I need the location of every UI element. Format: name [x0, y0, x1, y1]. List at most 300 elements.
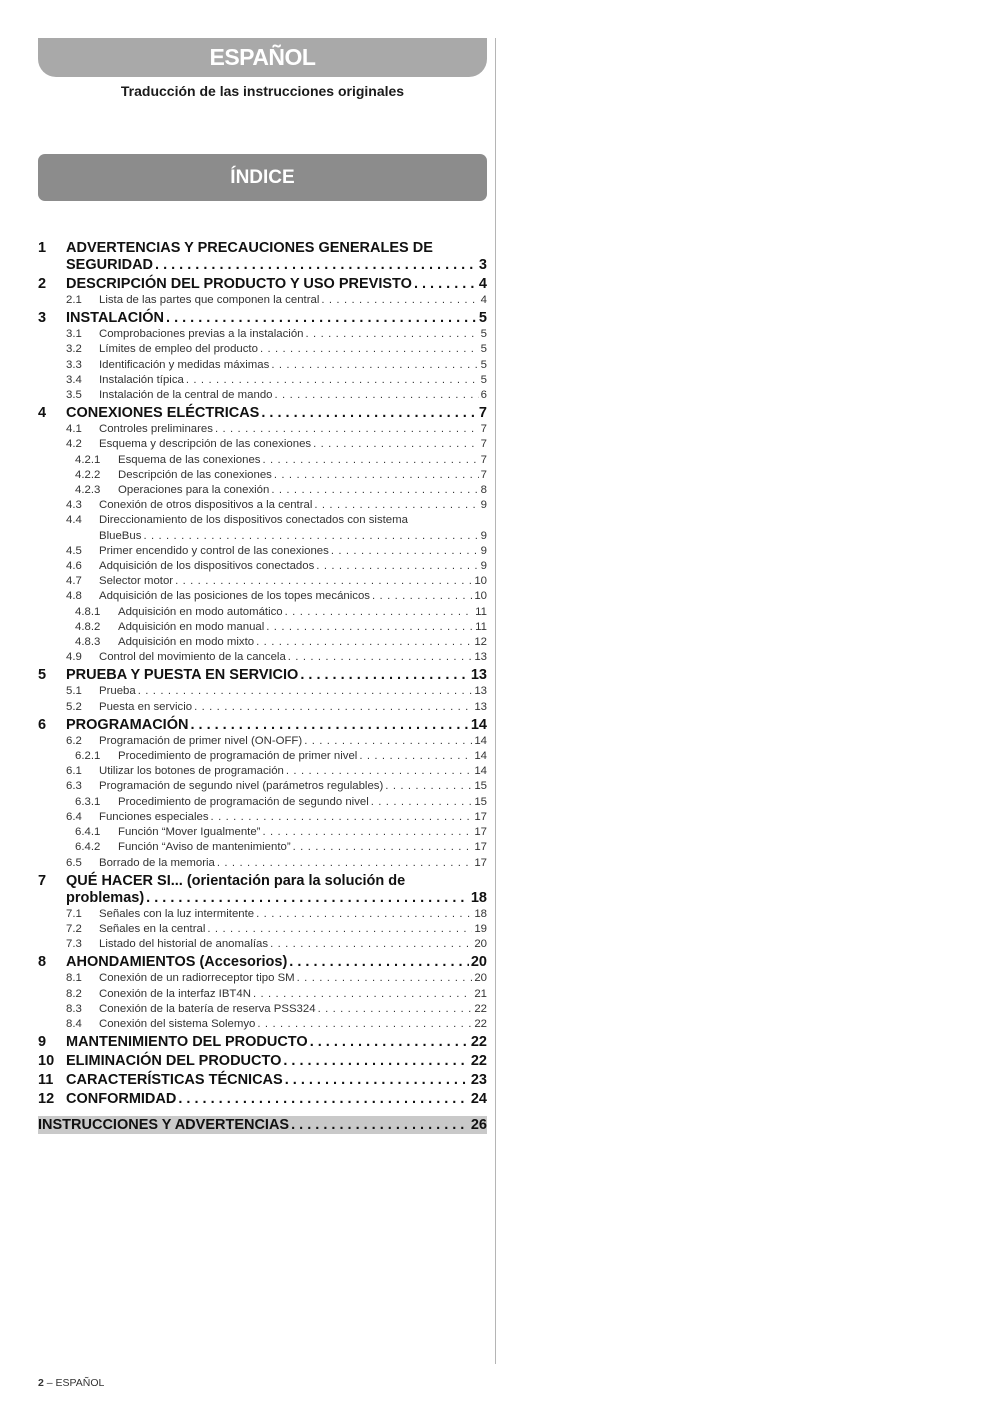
toc-subsection-title: Conexión de la batería de reserva PSS324	[99, 1002, 316, 1015]
toc-section-entry[interactable]	[38, 1072, 487, 1089]
toc-leader	[275, 388, 479, 403]
toc-subsection-line	[99, 574, 487, 589]
toc-subsection-body	[99, 684, 487, 699]
toc-subsection-entry[interactable]	[66, 559, 487, 574]
toc-section-page: 24	[470, 1091, 487, 1108]
toc-section	[38, 405, 487, 665]
toc-subsection-title: Selector motor	[99, 575, 174, 588]
toc-subsection-entry[interactable]	[66, 1017, 487, 1032]
toc-subsection-entry[interactable]	[66, 605, 487, 620]
toc-section-body	[66, 873, 487, 907]
toc-subsection-body	[118, 635, 487, 650]
toc-section-title: AHONDAMIENTOS (Accesorios)	[66, 954, 288, 971]
toc-subsection-line	[99, 437, 487, 452]
toc-section-page: 3	[478, 257, 487, 273]
toc-subsection-page: 14	[474, 765, 487, 778]
toc-subsection-entry[interactable]	[66, 987, 487, 1002]
toc-section-page: 22	[470, 1053, 487, 1070]
toc-subsection-number: 4.8.2	[75, 620, 101, 633]
toc-subsection-line	[99, 734, 487, 749]
toc-leader	[331, 544, 479, 559]
toc-subsection-title-line: Direccionamiento de los dispositivos conectados con sistema	[99, 514, 408, 527]
toc-leader	[297, 971, 473, 986]
toc-section-entry[interactable]	[38, 873, 487, 907]
toc-subsection-title: Programación de primer nivel (ON-OFF)	[99, 734, 303, 747]
toc-subsection-entry[interactable]	[66, 907, 487, 922]
toc-subsection-number: 3.3	[66, 358, 82, 371]
toc-subsection-body	[99, 922, 487, 937]
toc-subsection-title: Primer encendido y control de las conexiones	[99, 544, 329, 557]
toc-subsection-page: 11	[475, 605, 487, 618]
toc-leader	[143, 529, 478, 544]
toc-subsection-body	[99, 764, 487, 779]
toc-subsection-line	[99, 684, 487, 699]
toc-subsection-title: Operaciones para la conexión	[118, 484, 270, 497]
toc-section-title: INSTALACIÓN	[66, 310, 165, 327]
toc-subsection-page: 8	[480, 484, 487, 497]
toc-subsection-body	[118, 825, 487, 840]
toc-final-page: 26	[470, 1117, 487, 1134]
toc-subsection-page: 4	[480, 294, 487, 306]
toc-section-body	[66, 1072, 487, 1089]
toc-leader	[211, 810, 473, 825]
toc-section-title: ELIMINACIÓN DEL PRODUCTO	[66, 1053, 282, 1070]
toc-section-title: problemas)	[66, 889, 145, 906]
toc-subsection-entry[interactable]	[66, 574, 487, 589]
toc-section-body	[66, 667, 487, 684]
toc-subsection-entry[interactable]	[66, 810, 487, 825]
toc-subsection-title: Identificación y medidas máximas	[99, 358, 270, 371]
toc-leader	[304, 734, 472, 749]
toc-subsection-title: Procedimiento de programación de primer nivel	[118, 750, 358, 763]
toc-subsection-number: 2.1	[66, 294, 82, 306]
toc-leader	[274, 468, 479, 483]
toc-subsection-page: 13	[474, 685, 487, 698]
toc-subsection-line	[99, 1017, 487, 1032]
column-divider	[495, 38, 496, 1364]
toc-subsection-entry[interactable]	[66, 327, 487, 342]
toc-section-line	[66, 717, 487, 734]
toc-section-page: 4	[478, 276, 487, 292]
toc-subsection-body	[99, 358, 487, 373]
toc-leader	[261, 405, 477, 422]
toc-subsection-entry[interactable]	[66, 764, 487, 779]
toc-section-body	[66, 276, 487, 293]
toc-subsection-entry[interactable]	[66, 1002, 487, 1017]
toc-subsection-number: 5.1	[66, 685, 82, 698]
toc-subsection-entry[interactable]	[66, 342, 487, 357]
toc-subsection-number: 4.3	[66, 499, 82, 512]
toc-subsection-body	[118, 840, 487, 855]
toc-subsection-page: 15	[474, 795, 487, 808]
toc-subsection-body	[99, 373, 487, 388]
toc-section-entry[interactable]	[38, 276, 487, 293]
toc-section-entry[interactable]	[38, 240, 487, 274]
toc-subsection-title: Adquisición de los dispositivos conectados	[99, 560, 315, 573]
toc-subsection-number: 6.3.1	[75, 795, 101, 808]
toc-subsection-body	[99, 589, 487, 604]
toc-leader	[190, 717, 468, 734]
toc-subsection-line	[118, 840, 487, 855]
toc-subsection-body	[99, 544, 487, 559]
toc-leader	[306, 327, 479, 342]
toc-section-number: 7	[38, 872, 47, 889]
toc-subsection-title: Instalación típica	[99, 373, 184, 386]
toc-subsection-line	[99, 856, 487, 871]
toc-subsection-line	[118, 620, 487, 635]
toc-section	[38, 1072, 487, 1089]
toc-subsection-body	[99, 734, 487, 749]
toc-subsection-entry[interactable]	[66, 779, 487, 794]
toc-subsection-line	[99, 559, 487, 574]
toc-subsection-title: Descripción de las conexiones	[118, 468, 272, 481]
toc-subsection-title: BlueBus	[99, 529, 142, 542]
toc-subsection-title: Control del movimiento de la cancela	[99, 651, 286, 664]
toc-subsection-title: Límites de empleo del producto	[99, 343, 258, 356]
footer-page-number: 2	[38, 1377, 44, 1389]
toc-leader	[175, 574, 472, 589]
toc-subsection-title: Señales en la central	[99, 922, 206, 935]
toc-section	[38, 240, 487, 274]
toc-subsection-page: 17	[474, 856, 487, 869]
toc-leader	[217, 856, 472, 871]
toc-section-line	[66, 276, 487, 293]
toc-subsection-number: 7.3	[66, 938, 82, 951]
toc-leader	[359, 749, 472, 764]
toc-section-title: CONEXIONES ELÉCTRICAS	[66, 405, 260, 422]
toc-subsection-line	[99, 422, 487, 437]
toc-leader	[253, 987, 472, 1002]
toc-subsection-entry[interactable]	[66, 453, 487, 468]
toc-section-page: 5	[478, 310, 487, 327]
toc-subsection-body	[118, 795, 487, 810]
toc-subsection-page: 14	[474, 750, 487, 763]
toc-subsection-body	[99, 388, 487, 403]
toc-section-body	[66, 717, 487, 734]
toc-subsection-number: 4.8.1	[75, 605, 101, 618]
toc-section-body	[66, 1091, 487, 1108]
toc-subsection-line	[99, 779, 487, 794]
toc-section-line	[66, 890, 487, 907]
toc-subsection-entry[interactable]	[66, 922, 487, 937]
toc-subsection-page: 6	[480, 389, 487, 402]
toc-leader	[314, 498, 478, 513]
toc-section-body	[66, 1034, 487, 1051]
toc-subsection-entry[interactable]	[66, 388, 487, 403]
toc-subsection-entry[interactable]	[66, 700, 487, 715]
toc-subsection-line	[99, 987, 487, 1002]
toc-subsection-page: 22	[474, 1002, 487, 1015]
toc-subsection-page: 5	[480, 328, 487, 341]
toc-subsection-number: 7.2	[66, 922, 82, 935]
toc-subsection-entry[interactable]	[66, 358, 487, 373]
toc-subsection-title: Esquema y descripción de las conexiones	[99, 438, 312, 451]
toc-final-entry[interactable]	[38, 1116, 487, 1134]
toc-subsection-body	[99, 937, 487, 952]
toc-leader	[155, 257, 477, 274]
toc-leader	[310, 1034, 469, 1051]
toc-section-entry[interactable]	[38, 310, 487, 327]
toc-leader	[313, 437, 479, 452]
toc-subsection-number: 4.5	[66, 544, 82, 557]
toc-subsection-entry[interactable]	[66, 825, 487, 840]
toc-section-title-line: QUÉ HACER SI... (orientación para la solución de	[66, 872, 406, 889]
toc-section-entry[interactable]	[38, 1034, 487, 1051]
toc-leader	[262, 453, 478, 468]
toc-section-title-line: ADVERTENCIAS Y PRECAUCIONES GENERALES DE	[66, 240, 433, 256]
toc-subsection-line	[99, 342, 487, 357]
toc-subsection-entry[interactable]	[66, 749, 487, 764]
toc-section-entry[interactable]	[38, 717, 487, 734]
toc-leader	[215, 422, 479, 437]
toc-subsection-line	[99, 810, 487, 825]
toc-subsection-entry[interactable]	[66, 856, 487, 871]
toc-subsection-number: 8.2	[66, 987, 82, 1000]
toc-section-title: CARACTERÍSTICAS TÉCNICAS	[66, 1072, 283, 1089]
toc-subsection-number: 4.9	[66, 651, 82, 664]
toc-subsection-page: 19	[474, 922, 487, 935]
toc-subsection-number: 8.1	[66, 972, 82, 985]
toc-subsection-body	[118, 749, 487, 764]
toc-subsection-number: 4.8.3	[75, 636, 101, 649]
toc-subsection-page: 10	[474, 575, 487, 588]
toc-subsection-body	[99, 700, 487, 715]
toc-subsection-body	[99, 574, 487, 589]
toc-section-title: MANTENIMIENTO DEL PRODUCTO	[66, 1034, 308, 1051]
toc-leader	[321, 293, 478, 308]
toc-subsection-page: 14	[474, 734, 487, 747]
toc-section-line	[66, 1072, 487, 1089]
toc-subsection-line	[118, 795, 487, 810]
toc-subsection-number: 8.3	[66, 1002, 82, 1015]
toc-subsection-line	[118, 483, 487, 498]
toc-subsection-body	[99, 513, 487, 543]
toc-subsection-number: 6.4.2	[75, 841, 101, 854]
toc-subsection-body	[99, 293, 487, 308]
toc-section-number: 11	[38, 1072, 54, 1089]
toc-section-page: 20	[470, 954, 487, 971]
toc-subsection-entry[interactable]	[66, 684, 487, 699]
toc-subsection-line	[99, 764, 487, 779]
toc-section-number: 8	[38, 954, 47, 971]
toc-subsection-entry[interactable]	[66, 293, 487, 308]
toc-final-title: INSTRUCCIONES Y ADVERTENCIAS	[38, 1117, 290, 1134]
toc-leader	[178, 1091, 469, 1108]
toc-subsection-entry[interactable]	[66, 468, 487, 483]
toc-subsection-line	[118, 605, 487, 620]
toc-section	[38, 1053, 487, 1070]
toc-subsection-line	[99, 907, 487, 922]
toc-subsection-number: 6.5	[66, 856, 82, 869]
toc-subsection-page: 13	[474, 651, 487, 664]
toc-subsection-entry[interactable]	[66, 795, 487, 810]
language-banner: ESPAÑOL	[38, 38, 487, 77]
toc-subsection-body	[99, 987, 487, 1002]
toc-subsection-entry[interactable]	[66, 544, 487, 559]
toc-subsection-number: 5.2	[66, 700, 82, 713]
toc-leader	[372, 589, 472, 604]
toc-subsection-entry[interactable]	[66, 498, 487, 513]
toc-subsection-title: Utilizar los botones de programación	[99, 765, 284, 778]
toc-subsection-body	[99, 650, 487, 665]
toc-subsection-number: 6.3	[66, 780, 82, 793]
toc-subsection-body	[99, 559, 487, 574]
toc-section-number: 6	[38, 716, 47, 733]
toc-subsection-title: Funciones especiales	[99, 810, 209, 823]
toc-leader	[371, 795, 473, 810]
toc-subsection-title: Adquisición de las posiciones de los topes mecánicos	[99, 590, 371, 603]
toc-subsection-entry[interactable]	[66, 971, 487, 986]
toc-section	[38, 310, 487, 403]
toc-subsection-number: 4.4	[66, 514, 82, 527]
toc-subsection-body	[99, 327, 487, 342]
toc-section-number: 9	[38, 1034, 47, 1051]
left-column	[38, 38, 487, 1134]
toc-subsection-title: Conexión de la interfaz IBT4N	[99, 987, 251, 1000]
toc-leader	[286, 764, 472, 779]
toc-leader	[316, 559, 478, 574]
toc-subsection-number: 3.4	[66, 373, 82, 386]
toc-subsection-number: 6.2.1	[75, 750, 101, 763]
toc-section	[38, 276, 487, 308]
toc-section-body	[66, 405, 487, 422]
toc-subsection-page: 10	[474, 590, 487, 603]
toc-subsection-entry[interactable]	[66, 937, 487, 952]
toc-subsection-body	[99, 856, 487, 871]
table-of-contents	[38, 240, 487, 1108]
toc-subsection-body	[99, 779, 487, 794]
toc-section-body	[66, 310, 487, 327]
toc-subsection-entry[interactable]	[66, 734, 487, 749]
toc-subsection-entry[interactable]	[66, 620, 487, 635]
toc-subsection-title: Programación de segundo nivel (parámetros regulables)	[99, 780, 384, 793]
toc-leader	[271, 483, 478, 498]
toc-leader	[289, 954, 469, 971]
toc-section-title: PRUEBA Y PUESTA EN SERVICIO	[66, 667, 299, 684]
toc-subsection-entry[interactable]	[66, 589, 487, 604]
toc-subsection-entry[interactable]	[66, 483, 487, 498]
toc-section-line	[66, 1053, 487, 1070]
toc-subsection-page: 15	[474, 780, 487, 793]
toc-subsection-title: Adquisición en modo manual	[118, 620, 265, 633]
toc-subsection-title: Prueba	[99, 685, 136, 698]
toc-subsection-title: Conexión de otros dispositivos a la central	[99, 499, 313, 512]
toc-section	[38, 1034, 487, 1051]
toc-subsection-page: 17	[474, 841, 487, 854]
toc-subsection-number: 3.2	[66, 343, 82, 356]
toc-section-line	[66, 667, 487, 684]
toc-section-page: 22	[470, 1034, 487, 1051]
toc-leader	[283, 1053, 468, 1070]
toc-subsection-title: Función “Aviso de mantenimiento”	[118, 841, 291, 854]
toc-subsection-number: 4.1	[66, 423, 82, 436]
toc-subsection-entry[interactable]	[66, 513, 487, 543]
toc-subsection-number: 7.1	[66, 907, 82, 920]
toc-subsection-entry[interactable]	[66, 422, 487, 437]
toc-subsection-page: 5	[480, 373, 487, 386]
toc-subsection-line	[99, 498, 487, 513]
toc-leader	[166, 310, 477, 327]
toc-section	[38, 667, 487, 714]
toc-leader	[260, 342, 479, 357]
toc-section-number: 4	[38, 405, 47, 422]
toc-subsection-line	[99, 327, 487, 342]
toc-leader	[257, 1017, 472, 1032]
toc-subsection-body	[99, 437, 487, 452]
toc-leader	[194, 700, 472, 715]
toc-subsection-entry[interactable]	[66, 437, 487, 452]
toc-subsection-body	[99, 907, 487, 922]
toc-leader	[285, 605, 474, 620]
toc-section-entry[interactable]	[38, 1091, 487, 1108]
toc-subsection-title: Adquisición en modo mixto	[118, 636, 255, 649]
toc-subsection-body	[99, 342, 487, 357]
toc-subsection-line	[99, 373, 487, 388]
toc-leader	[146, 890, 469, 907]
toc-subsection-page: 20	[474, 938, 487, 951]
toc-subsection-number: 4.2	[66, 438, 82, 451]
toc-section-title: CONFORMIDAD	[66, 1091, 177, 1108]
toc-subsection-body	[118, 453, 487, 468]
toc-section-line	[66, 310, 487, 327]
toc-section-page: 13	[470, 667, 487, 684]
toc-section-number: 10	[38, 1053, 55, 1070]
toc-subsection-number: 8.4	[66, 1017, 82, 1030]
toc-subsection-line	[99, 529, 487, 544]
toc-leader	[318, 1002, 473, 1017]
index-banner: ÍNDICE	[38, 154, 487, 201]
toc-section-page: 14	[470, 716, 487, 733]
toc-subsection-title: Adquisición en modo automático	[118, 605, 283, 618]
toc-subsection-title: Comprobaciones previas a la instalación	[99, 328, 304, 341]
toc-section	[38, 717, 487, 871]
toc-subsection-page: 7	[480, 453, 487, 466]
toc-subsection-page: 5	[480, 358, 487, 371]
toc-subsection-entry[interactable]	[66, 373, 487, 388]
toc-section-entry[interactable]	[38, 405, 487, 422]
toc-section	[38, 954, 487, 1032]
toc-subsection-title: Esquema de las conexiones	[118, 453, 261, 466]
toc-subsection-page: 7	[480, 423, 487, 436]
toc-subsection-entry[interactable]	[66, 840, 487, 855]
toc-leader	[207, 922, 472, 937]
toc-subsection-line	[99, 293, 487, 308]
toc-subsection-body	[118, 620, 487, 635]
toc-subsection-entry[interactable]	[66, 635, 487, 650]
toc-subsection-number: 6.2	[66, 734, 82, 747]
toc-subsection-line	[118, 749, 487, 764]
toc-subsection-page: 12	[474, 636, 487, 649]
toc-subsection-page: 9	[480, 529, 487, 542]
toc-leader	[256, 635, 472, 650]
toc-leader	[271, 358, 478, 373]
toc-subsection-entry[interactable]	[66, 650, 487, 665]
toc-subsection-line	[118, 453, 487, 468]
toc-section-entry[interactable]	[38, 954, 487, 971]
toc-section-entry[interactable]	[38, 667, 487, 684]
toc-subsection-line	[99, 544, 487, 559]
toc-subsection-number: 6.1	[66, 765, 82, 778]
toc-subsection-page: 11	[475, 620, 487, 633]
toc-subsection-page: 7	[480, 438, 487, 451]
toc-leader	[256, 907, 472, 922]
page-footer	[38, 1377, 104, 1389]
toc-subsection-number: 4.2.2	[75, 468, 101, 481]
toc-section-body	[66, 1053, 487, 1070]
toc-section-title: DESCRIPCIÓN DEL PRODUCTO Y USO PREVISTO	[66, 276, 412, 292]
toc-subsection-number: 6.4.1	[75, 826, 101, 839]
toc-section-entry[interactable]	[38, 1053, 487, 1070]
